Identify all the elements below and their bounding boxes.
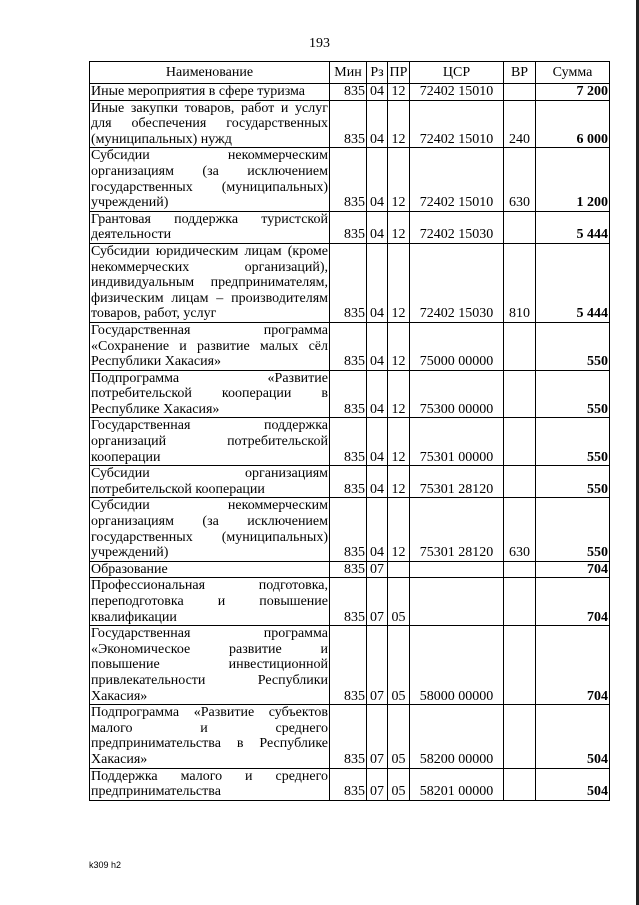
cell-rz: 07: [367, 626, 388, 705]
cell-csr: 75301 28120: [410, 466, 504, 498]
cell-rz: 04: [367, 498, 388, 561]
cell-csr: 58000 00000: [410, 626, 504, 705]
cell-sum: 5 444: [536, 243, 610, 322]
cell-sum: 704: [536, 578, 610, 626]
cell-csr: 72402 15010: [410, 148, 504, 211]
cell-min: 835: [330, 84, 367, 101]
cell-csr: [410, 561, 504, 578]
cell-pr: 05: [388, 626, 410, 705]
cell-rz: 07: [367, 578, 388, 626]
cell-vr: [504, 322, 536, 370]
cell-vr: [504, 466, 536, 498]
table-header-row: [90, 62, 610, 84]
header-csr: ЦСР: [410, 62, 504, 84]
header-sum: Сумма: [536, 62, 610, 84]
cell-rz: 04: [367, 243, 388, 322]
cell-rz: 07: [367, 768, 388, 800]
cell-csr: [410, 578, 504, 626]
cell-vr: [504, 705, 536, 768]
cell-min: 835: [330, 418, 367, 466]
header-name: Наименование: [90, 62, 330, 84]
cell-vr: 630: [504, 498, 536, 561]
table-row: [90, 768, 610, 800]
cell-name: Подпрограмма «Развитие потребительской кооперации в Республике Хакасия»: [91, 370, 328, 417]
cell-min: 835: [330, 705, 367, 768]
cell-name: Государственная программа «Экономическое развитие и повышение инвестиционной привлекательности Республики Хакасия»: [91, 626, 328, 704]
cell-vr: [504, 626, 536, 705]
cell-csr: 75301 00000: [410, 418, 504, 466]
cell-vr: [504, 84, 536, 101]
cell-min: 835: [330, 578, 367, 626]
cell-pr: 12: [388, 466, 410, 498]
cell-rz: 04: [367, 148, 388, 211]
cell-csr: 72402 15010: [410, 100, 504, 148]
cell-name: Государственная поддержка организаций потребительской кооперации: [91, 418, 328, 465]
cell-csr: 75301 28120: [410, 498, 504, 561]
budget-table: [89, 61, 610, 801]
cell-name: Субсидии некоммерческим организациям (за исключением государственных (муниципальных) учреждений): [91, 498, 328, 561]
cell-vr: 810: [504, 243, 536, 322]
cell-sum: 550: [536, 370, 610, 418]
cell-min: 835: [330, 148, 367, 211]
cell-vr: [504, 370, 536, 418]
cell-sum: 704: [536, 626, 610, 705]
cell-rz: 04: [367, 418, 388, 466]
cell-min: 835: [330, 466, 367, 498]
cell-rz: 07: [367, 561, 388, 578]
cell-csr: 58201 00000: [410, 768, 504, 800]
cell-vr: 630: [504, 148, 536, 211]
cell-sum: 704: [536, 561, 610, 578]
cell-pr: 05: [388, 705, 410, 768]
table-row: [90, 578, 610, 626]
cell-min: 835: [330, 768, 367, 800]
cell-name: Иные мероприятия в сфере туризма: [90, 84, 330, 101]
cell-pr: 05: [388, 768, 410, 800]
cell-pr: 12: [388, 84, 410, 101]
cell-csr: 75000 00000: [410, 322, 504, 370]
cell-name: Поддержка малого и среднего предпринимательства: [91, 768, 328, 800]
header-min: Мин: [330, 62, 367, 84]
cell-name: Образование: [90, 561, 330, 578]
cell-rz: 04: [367, 211, 388, 243]
cell-sum: 550: [536, 322, 610, 370]
cell-vr: 240: [504, 100, 536, 148]
cell-rz: 04: [367, 84, 388, 101]
table-row: [90, 466, 610, 498]
cell-rz: 04: [367, 322, 388, 370]
cell-sum: 1 200: [536, 148, 610, 211]
cell-min: 835: [330, 370, 367, 418]
cell-vr: [504, 561, 536, 578]
cell-csr: 58200 00000: [410, 705, 504, 768]
cell-rz: 04: [367, 466, 388, 498]
cell-sum: 504: [536, 768, 610, 800]
cell-csr: 75300 00000: [410, 370, 504, 418]
cell-sum: 7 200: [536, 84, 610, 101]
cell-min: 835: [330, 322, 367, 370]
cell-sum: 550: [536, 498, 610, 561]
cell-csr: 72402 15030: [410, 243, 504, 322]
cell-name: Иные закупки товаров, работ и услуг для обеспечения государственных (муниципальных) нужд: [91, 100, 328, 147]
table-row: [90, 84, 610, 101]
cell-pr: 12: [388, 322, 410, 370]
cell-name: Субсидии некоммерческим организациям (за исключением государственных (муниципальных) учреждений): [91, 148, 328, 211]
cell-pr: [388, 561, 410, 578]
cell-sum: 5 444: [536, 211, 610, 243]
cell-min: 835: [330, 211, 367, 243]
table-row: [90, 370, 610, 418]
cell-name: Грантовая поддержка туристской деятельности: [91, 211, 328, 243]
page-number: 193: [309, 36, 330, 51]
footer-code: k309 h2: [89, 860, 122, 870]
cell-pr: 12: [388, 243, 410, 322]
cell-name: Государственная программа «Сохранение и развитие малых сёл Республики Хакасия»: [91, 322, 328, 370]
table-row: [90, 322, 610, 370]
cell-pr: 12: [388, 370, 410, 418]
cell-csr: 72402 15030: [410, 211, 504, 243]
header-vr: ВР: [504, 62, 536, 84]
table-row: [90, 626, 610, 705]
cell-rz: 07: [367, 705, 388, 768]
cell-sum: 504: [536, 705, 610, 768]
cell-vr: [504, 578, 536, 626]
table-row: [90, 100, 610, 148]
cell-name: Субсидии юридическим лицам (кроме некоммерческих организаций), индивидуальным предпринимателям, физическим лицам – производителям товаров, работ, услуг: [91, 243, 328, 322]
cell-pr: 12: [388, 498, 410, 561]
cell-pr: 12: [388, 211, 410, 243]
table-row: [90, 211, 610, 243]
cell-pr: 05: [388, 578, 410, 626]
cell-pr: 12: [388, 418, 410, 466]
cell-vr: [504, 211, 536, 243]
cell-min: 835: [330, 243, 367, 322]
cell-pr: 12: [388, 100, 410, 148]
table-row: [90, 705, 610, 768]
table-row: [90, 243, 610, 322]
cell-vr: [504, 418, 536, 466]
cell-name: Профессиональная подготовка, переподготовка и повышение квалификации: [91, 578, 328, 625]
cell-min: 835: [330, 626, 367, 705]
table-row: [90, 498, 610, 561]
cell-name: Подпрограмма «Развитие субъектов малого и среднего предпринимательства в Республике Хакасия»: [91, 705, 328, 767]
cell-name: Субсидии организациям потребительской кооперации: [91, 466, 328, 497]
header-rz: Рз: [367, 62, 388, 84]
cell-min: 835: [330, 100, 367, 148]
cell-sum: 550: [536, 418, 610, 466]
table-row: [90, 418, 610, 466]
cell-vr: [504, 768, 536, 800]
cell-csr: 72402 15010: [410, 84, 504, 101]
cell-min: 835: [330, 561, 367, 578]
table-row: [90, 561, 610, 578]
cell-sum: 550: [536, 466, 610, 498]
table-row: [90, 148, 610, 211]
cell-pr: 12: [388, 148, 410, 211]
header-pr: ПР: [388, 62, 410, 84]
cell-rz: 04: [367, 100, 388, 148]
cell-min: 835: [330, 498, 367, 561]
cell-sum: 6 000: [536, 100, 610, 148]
cell-rz: 04: [367, 370, 388, 418]
